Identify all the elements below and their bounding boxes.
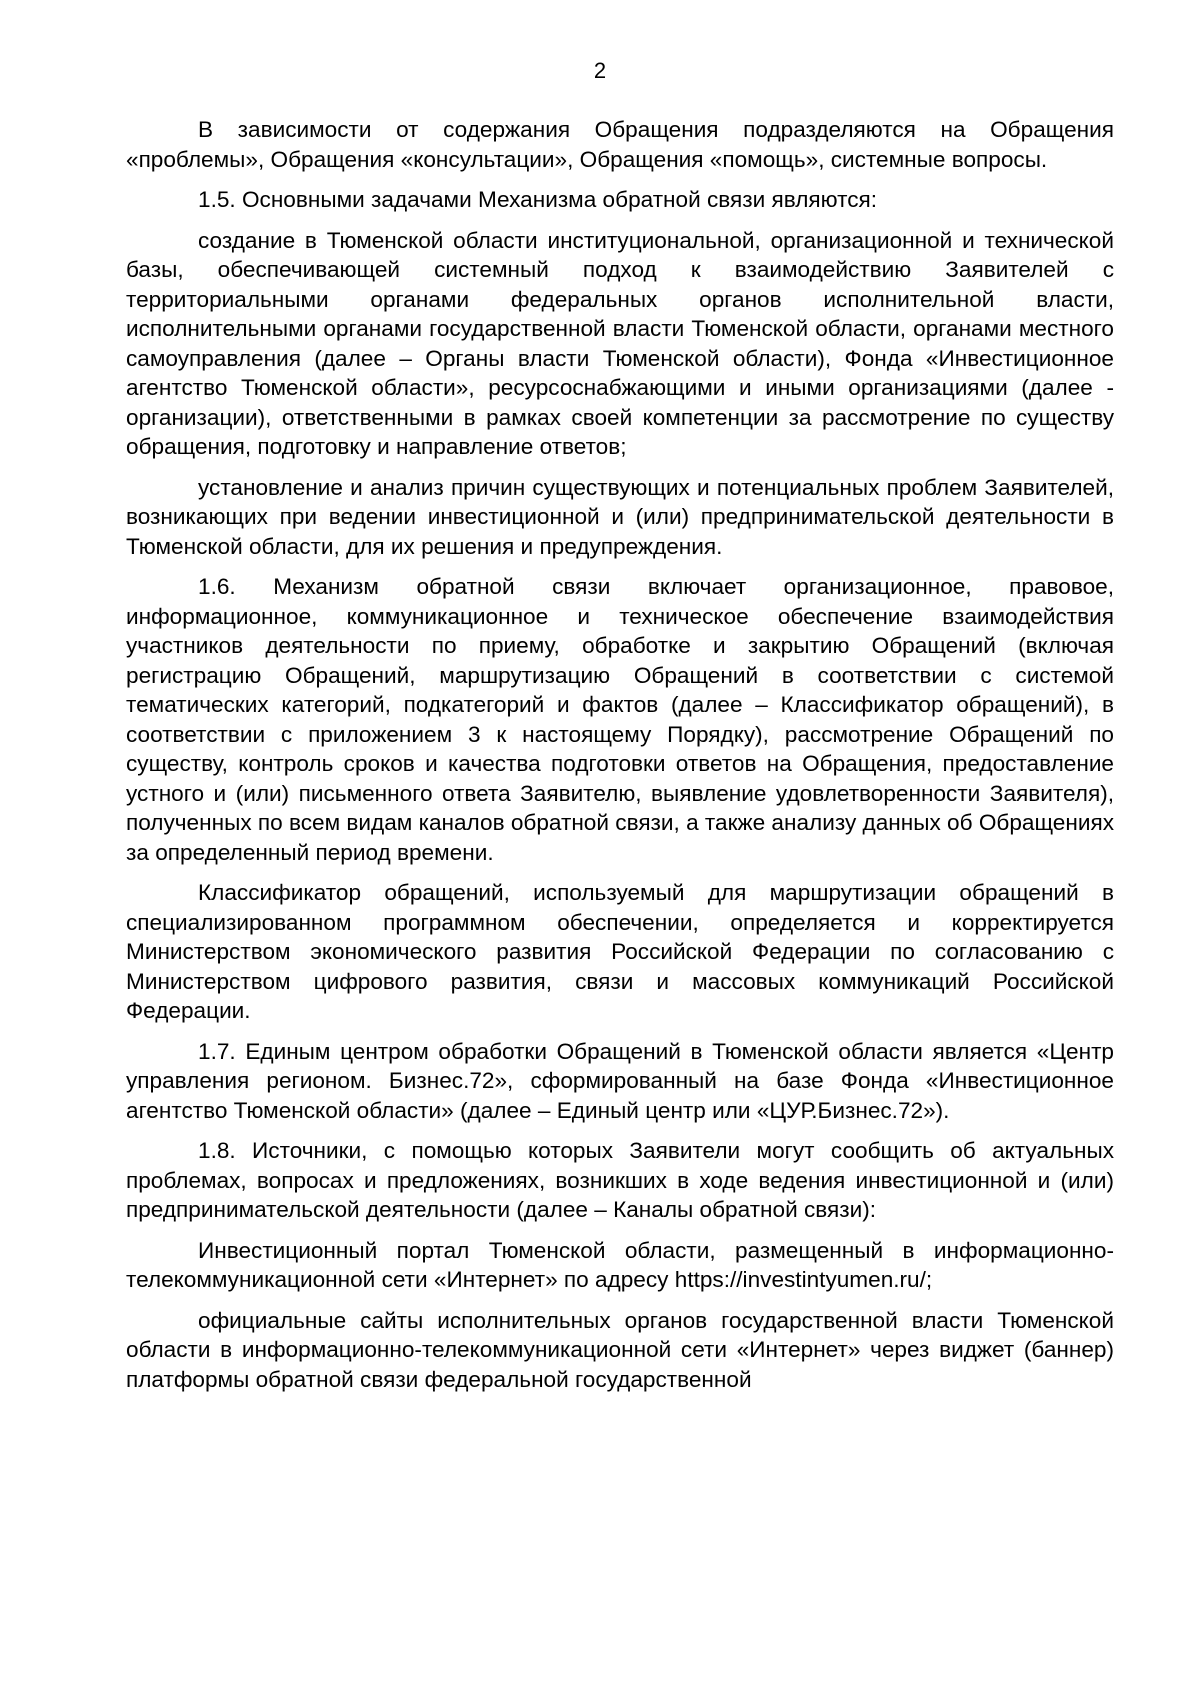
paragraph-task-analysis: установление и анализ причин существующих и потенциальных проблем Заявителей, возникающих при ведении инвестиционной и (или) предпринимательской деятельности в Тюменской области, для их решения и предупреждения. xyxy=(126,474,1114,559)
paragraph-1-8-sources: 1.8. Источники, с помощью которых Заявители могут сообщить об актуальных проблемах, вопросах и предложениях, возникших в ходе ведения инвестиционной и (или) предпринимательской деятельности (далее – Каналы обратной связи): xyxy=(126,1138,1114,1222)
paragraph-investment-portal: Инвестиционный портал Тюменской области, размещенный в информационно-телекоммуникационной сети «Интернет» по адресу https://investintyumen.ru/; xyxy=(126,1237,1114,1292)
paragraph-official-sites: официальные сайты исполнительных органов государственной власти Тюменской области в информационно-телекоммуникационной сети «Интернет» через виджет (баннер) платформы обратной связи федеральной государственной xyxy=(126,1307,1114,1392)
page-number: 2 xyxy=(593,58,607,83)
paragraph-1-5-tasks: 1.5. Основными задачами Механизма обратной связи являются: xyxy=(198,187,878,212)
paragraph-task-base: создание в Тюменской области институциональной, организационной и технической базы, обеспечивающей системный подход к взаимодействию Заявителей с территориальными органами федеральных органов исполнительной власти, исполнительными органами государственной власти Тюменской области, органами местного самоуправления (далее – Органы власти Тюменской области), Фонда «Инвестиционное агентство Тюменской области», ресурсоснабжающими и иными организациями (далее - организации), ответственными в рамках своей компетенции за рассмотрение по существу обращения, подготовку и направление ответов; xyxy=(126,227,1114,459)
paragraph-1-6-mechanism: 1.6. Механизм обратной связи включает организационное, правовое, информационное, коммуникационное и техническое обеспечение взаимодействия участников деятельности по приему, обработке и закрытию Обращений (включая регистрацию Обращений, маршрутизацию Обращений в соответствии с системой тематических категорий, подкатегорий и фактов (далее – Классификатор обращений), в соответствии с приложением 3 к настоящему Порядку), рассмотрение Обращений по существу, контроль сроков и качества подготовки ответов на Обращения, предоставление устного и (или) письменного ответа Заявителю, выявление удовлетворенности Заявителя), полученных по всем видам каналов обратной связи, а также анализу данных об Обращениях за определенный период времени. xyxy=(126,574,1115,865)
document-body xyxy=(126,115,1114,1405)
paragraph-classifier: Классификатор обращений, используемый для маршрутизации обращений в специализированном программном обеспечении, определяется и корректируется Министерством экономического развития Российской Федерации по согласованию с Министерством цифрового развития, связи и массовых коммуникаций Российской Федерации. xyxy=(126,880,1114,1023)
paragraph-1-7-center: 1.7. Единым центром обработки Обращений в Тюменской области является «Центр управления регионом. Бизнес.72», сформированный на базе Фонда «Инвестиционное агентство Тюменской области» (далее – Единый центр или «ЦУР.Бизнес.72»). xyxy=(126,1038,1114,1123)
paragraph-appeal-types: В зависимости от содержания Обращения подразделяются на Обращения «проблемы», Обращения «консультации», Обращения «помощь», системные вопросы. xyxy=(126,117,1114,172)
